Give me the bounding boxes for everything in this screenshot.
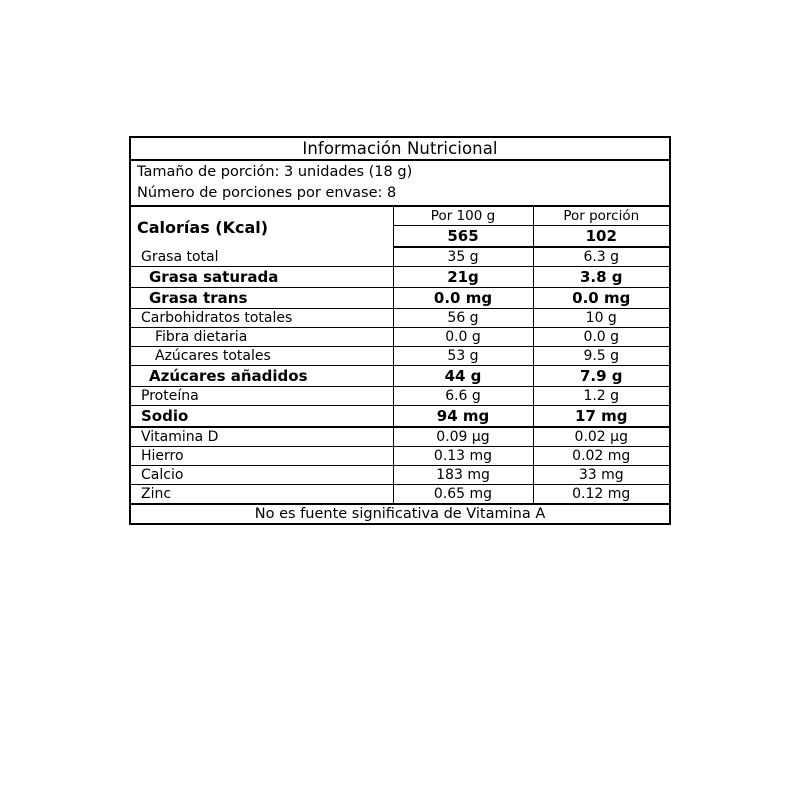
nutrient-per-100g: 6.6 g xyxy=(393,387,533,406)
micronutrient-per-100g: 183 mg xyxy=(393,466,533,485)
footnote-row xyxy=(131,504,669,523)
nutrient-per-serving: 0.0 mg xyxy=(533,288,669,309)
nutrient-name: Grasa total xyxy=(131,247,393,267)
table-row xyxy=(131,447,669,466)
nutrient-per-100g: 44 g xyxy=(393,366,533,387)
nutrient-per-serving: 10 g xyxy=(533,309,669,328)
nutrient-per-100g: 53 g xyxy=(393,347,533,366)
table-row xyxy=(131,366,669,387)
nutrient-per-100g: 56 g xyxy=(393,309,533,328)
micronutrient-name: Zinc xyxy=(141,486,172,503)
micronutrient-name: Calcio xyxy=(131,466,393,485)
nutrient-per-100g: 0.0 mg xyxy=(393,288,533,309)
nutrient-name: Azúcares totales xyxy=(131,347,393,366)
nutrient-name: Sodio xyxy=(131,406,393,428)
serving-info-row xyxy=(131,160,669,206)
nutrient-name: Fibra dietaria xyxy=(131,328,393,347)
nutrient-name: Grasa saturada xyxy=(131,267,393,288)
micronutrient-per-100g: 0.09 µg xyxy=(393,427,533,447)
micronutrient-per-serving: 33 mg xyxy=(533,466,669,485)
nutrient-per-serving: 1.2 g xyxy=(533,387,669,406)
nutrition-facts-label xyxy=(129,136,671,525)
micronutrient-name: Vitamina D xyxy=(131,427,393,447)
footnote-text: No es fuente significativa de Vitamina A xyxy=(131,504,669,523)
micronutrient-per-100g: 0.13 mg xyxy=(393,447,533,466)
nutrient-per-serving: 3.8 g xyxy=(533,267,669,288)
column-header-per-serving: Por porción xyxy=(533,206,669,226)
nutrition-table xyxy=(131,138,669,523)
micronutrient-name: Hierro xyxy=(131,447,393,466)
nutrient-per-serving: 9.5 g xyxy=(533,347,669,366)
nutrient-per-serving: 6.3 g xyxy=(533,247,669,267)
table-row xyxy=(131,328,669,347)
table-row xyxy=(131,427,669,447)
nutrient-name: Carbohidratos totales xyxy=(131,309,393,328)
table-row xyxy=(131,288,669,309)
nutrient-per-serving: 7.9 g xyxy=(533,366,669,387)
table-row xyxy=(131,247,669,267)
nutrient-per-serving: 0.0 g xyxy=(533,328,669,347)
micronutrient-per-100g: 0.65 mg xyxy=(393,485,533,505)
nutrient-per-100g: 94 mg xyxy=(393,406,533,428)
nutrient-per-100g: 21g xyxy=(393,267,533,288)
table-row xyxy=(131,406,669,428)
nutrient-per-100g: 0.0 g xyxy=(393,328,533,347)
table-row xyxy=(131,387,669,406)
table-row xyxy=(131,466,669,485)
micronutrient-per-serving: 0.02 mg xyxy=(533,447,669,466)
column-header-per-100g: Por 100 g xyxy=(393,206,533,226)
calories-per-100g: 565 xyxy=(393,226,533,248)
serving-size: Tamaño de porción: 3 unidades (18 g) xyxy=(137,164,413,180)
servings-per-container: Número de porciones por envase: 8 xyxy=(137,185,397,202)
calories-per-serving: 102 xyxy=(533,226,669,248)
column-header-row xyxy=(131,206,669,226)
table-row xyxy=(131,485,669,505)
table-row xyxy=(131,267,669,288)
nutrient-name: Grasa trans xyxy=(131,288,393,309)
nutrient-per-100g: 35 g xyxy=(393,247,533,267)
table-row xyxy=(131,309,669,328)
label-title-row xyxy=(131,138,669,160)
table-row xyxy=(131,347,669,366)
nutrient-name: Azúcares añadidos xyxy=(131,366,393,387)
nutrient-name: Proteína xyxy=(131,387,393,406)
micronutrient-per-serving: 0.02 µg xyxy=(533,427,669,447)
calories-label: Calorías (Kcal) xyxy=(137,217,269,237)
micronutrient-per-serving: 0.12 mg xyxy=(533,485,669,505)
nutrient-per-serving: 17 mg xyxy=(533,406,669,428)
page-title: Información Nutricional xyxy=(131,138,669,160)
